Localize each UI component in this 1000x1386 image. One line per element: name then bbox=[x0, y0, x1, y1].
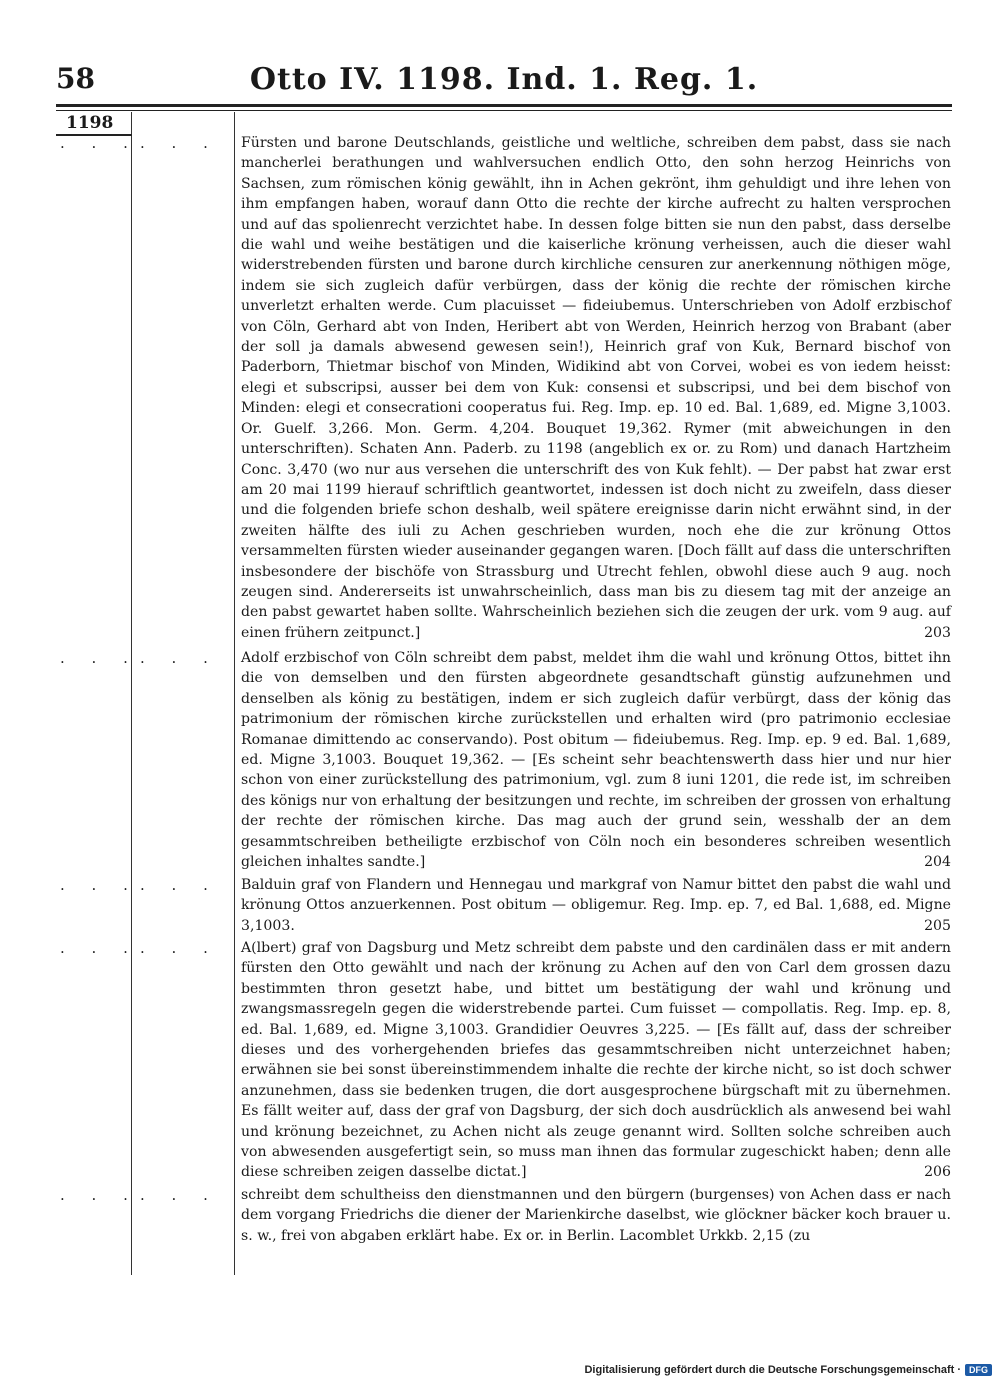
regest-entry bbox=[241, 938, 951, 1183]
column-separator-left bbox=[131, 112, 132, 1275]
dots-right: . . . bbox=[140, 134, 219, 152]
entry-number: 203 bbox=[924, 624, 951, 641]
footer-text: Digitalisierung gefördert durch die Deutsche Forschungsgemeinschaft · bbox=[584, 1364, 961, 1376]
entry-text: Fürsten und barone Deutschlands, geistliche und weltliche, schreiben dem pabst, dass sie nach mancherlei berathungen und wahlversuchen endlich Otto, den sohn herzog Heinrichs von Sachsen, zum römischen könig gewählt, ihn in Achen gekrönt, ihm gehuldigt und ihre lehen von ihm empfangen haben, worauf dann Otto die rechte der kirche aufrecht zu halten versprochen und auf das spolienrecht verzichtet habe. In dessen folge bitten sie nun den pabst, dass derselbe die wahl und weihe bestätigen und die kaiserliche krönung verheissen, auch die dieser wahl widerstrebenden fürsten und barone durch kirchliche censuren zur anerkennung nöthigen möge, indem sie sich zugleich dafür verbürgen, dass der könig die rechte der römischen kirche unverletzt erhalten werde. Cum placuisset — fideiubemus. Unterschrieben von Adolf erzbischof von Cöln, Gerhard abt von Inden, Heribert abt von Werden, Heinrich herzog von Brabant (aber der soll ja damals abwesend gewesen sein!), Heinrich graf von Kuk, Bernard bischof von Paderborn, Thietmar bischof von Minden, Widikind abt von Corvei, wobei es von iedem heisst: elegi et subscripsi, ausser bei dem von Kuk: consensi et subscripsi, und bei dem bischof von Minden: elegi et consecrationi cooperatus fui. Reg. Imp. ep. 10 ed. Bal. 1,689, ed. Migne 3,1003. Or. Guelf. 3,266. Mon. Germ. 4,204. Bouquet 19,362. Rymer (mit abweichungen in den unterschriften). Schaten Ann. Paderb. zu 1198 (angeblich ex or. zu Rom) und danach Hartzheim Conc. 3,470 (wo nur aus versehen die unterschrift des von Kuk fehlt). — Der pabst hat zwar erst am 20 mai 1199 hierauf schriftlich geantwortet, indessen ist doch nicht zu zweifeln, dass dieser und die folgenden briefe schon deshalb, weil spätere ereignisse darin nicht erwähnt sind, in der zweiten hälfte des iuli zu Achen geschrieben wurden, noch ehe die zur krönung Ottos versammelten fürsten wieder auseinander gegangen waren. [Doch fällt auf dass die unterschriften insbesondere der bischöfe von Strassburg und Utrecht fehlen, obwohl diese auch 9 aug. noch zeugen sind. Andererseits ist unwahrscheinlich, dass man bis zu diesem tag mit der anzeige an den pabst gewartet haben sollte. Wahrscheinlich beziehen sich die zeugen der urk. vom 9 aug. auf einen frühern zeitpunct.] bbox=[241, 135, 951, 641]
entry-text: Balduin graf von Flandern und Hennegau und markgraf von Namur bittet den pabst die wahl und krönung Ottos anzuerkennen. Post obitum — obligemur. Reg. Imp. ep. 7, ed Bal. 1,688, ed. Migne 3,1003. bbox=[241, 877, 951, 934]
page-header bbox=[56, 62, 952, 102]
entry-text: schreibt dem schultheiss den dienstmannen und den bürgern (burgenses) von Achen dass er nach dem vorgang Friedrichs die diener der Marienkirche daselbst, wie glöckner bäcker koch brauer u. s. w., frei von abgaben erklärt habe. Ex or. in Berlin. Lacomblet Urkkb. 2,15 (zu bbox=[241, 1187, 951, 1244]
dots-left: . . . bbox=[60, 939, 139, 957]
header-rule-thin bbox=[56, 110, 952, 111]
dots-left: . . . bbox=[60, 649, 139, 667]
dots-left: . . . bbox=[60, 134, 139, 152]
footer bbox=[584, 1364, 992, 1376]
regest-entry bbox=[241, 648, 951, 872]
entry-number: 205 bbox=[924, 917, 951, 934]
dots-right: . . . bbox=[140, 1186, 219, 1204]
page-number: 58 bbox=[56, 62, 95, 95]
regest-entry bbox=[241, 1185, 951, 1246]
dfg-logo-icon: DFG bbox=[965, 1364, 992, 1376]
regest-entry bbox=[241, 133, 951, 643]
entry-number: 204 bbox=[924, 854, 951, 871]
header-rule-thick bbox=[56, 104, 952, 107]
dots-left: . . . bbox=[60, 1186, 139, 1204]
entry-text: Adolf erzbischof von Cöln schreibt dem pabst, meldet ihm die wahl und krönung Ottos, bittet ihn die von demselben und den fürsten abgeordnete gesandtschaft günstig aufzunehmen und denselben als könig zu bestätigen, indem er sich zugleich dafür verbürgt, dass der könig das patrimonium der römischen kirche zurückstellen und erhalten wird (pro patrimonio ecclesiae Romanae dimittendo ac conservando). Post obitum — fideiubemus. Reg. Imp. ep. 9 ed. Bal. 1,689, ed. Migne 3,1003. Bouquet 19,362. — [Es scheint sehr beachtenswerth dass hier und nur hier schon von einer zurückstellung des patrimonium, vgl. zum 8 iuni 1201, die rede ist, im schreiben des königs nur von erhaltung der besitzungen und rechte, im schreiben der grossen von erhaltung der rechte der römischen kirche. Das mag auch der grund sein, wesshalb der an dem gesammtschreiben betheiligte erzbischof von Cöln noch ein besonderes schreiben wesentlich gleichen inhaltes sandte.] bbox=[241, 650, 951, 871]
running-title: Otto IV. 1198. Ind. 1. Reg. 1. bbox=[249, 62, 759, 97]
entry-text: A(lbert) graf von Dagsburg und Metz schreibt dem pabste und den cardinälen dass er mit andern fürsten den Otto gewählt und nach der krönung zu Achen auf den von Carl dem grossen dazu bestimmten thron gesetzt habe, und bittet um bestätigung der wahl und krönung und zwangsmassregeln gegen die widerstrebende partei. Cum fuisset — compollatis. Reg. Imp. ep. 8, ed. Bal. 1,689, ed. Migne 3,1003. Grandidier Oeuvres 3,225. — [Es fällt auf, dass der schreiber dieses und des vorhergehenden briefes das gesammtschreiben nicht unterzeichnet haben; erwähnen sie bei sonst übereinstimmendem inhalte die rechte der kirche nicht, so ist doch schwer anzunehmen, dass sie bedenken trugen, die dort ausgesprochene bürgschaft mit zu übernehmen. Es fällt weiter auf, dass der graf von Dagsburg, der sich doch ausdrücklich als anwesend bei wahl und krönung bezeichnet, zu Achen nicht als zeuge genannt wird. Sollten solche schreiben auch von abwesenden ausgefertigt sein, so muss man ihnen das formular zugeschickt haben; denn alle diese schreiben zeigen dasselbe dictat.] bbox=[241, 940, 951, 1181]
dots-right: . . . bbox=[140, 876, 219, 894]
regest-entry bbox=[241, 875, 951, 936]
year-label: 1198 bbox=[66, 113, 114, 133]
dots-left: . . . bbox=[60, 876, 139, 894]
dots-right: . . . bbox=[140, 939, 219, 957]
dots-right: . . . bbox=[140, 649, 219, 667]
entry-number: 206 bbox=[924, 1164, 951, 1181]
column-separator-right bbox=[234, 112, 235, 1275]
